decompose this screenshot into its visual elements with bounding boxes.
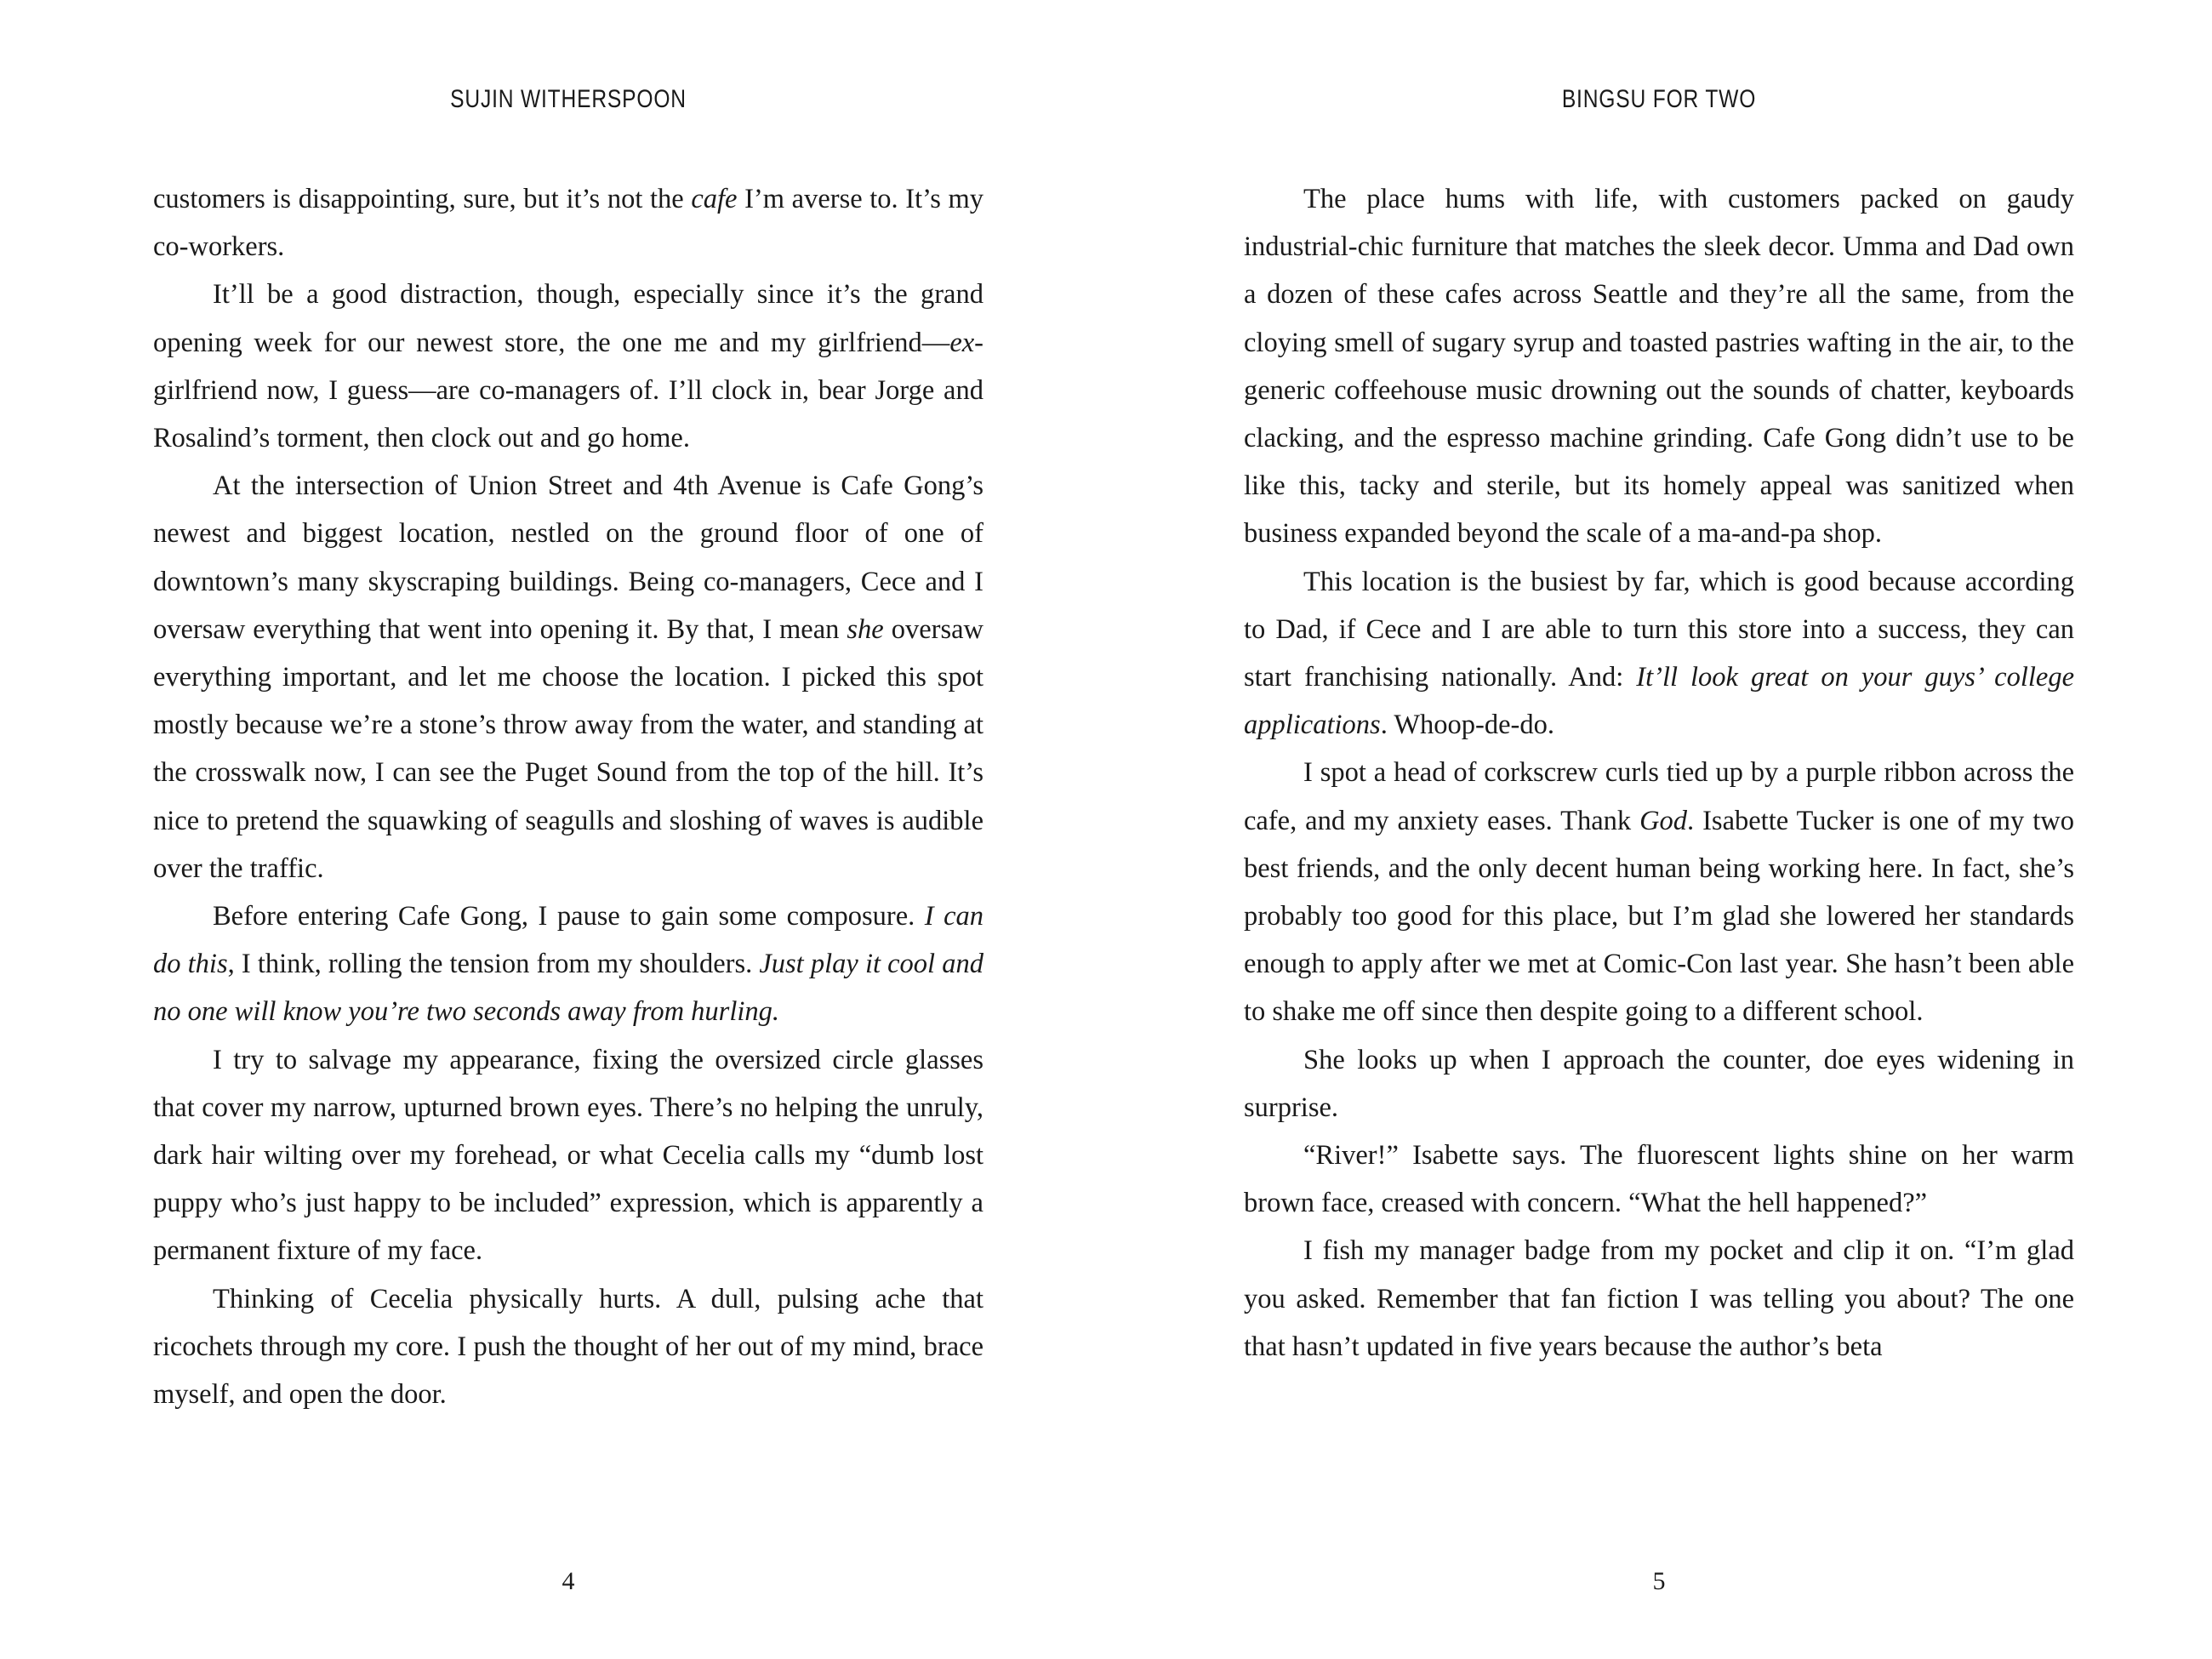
text-run: “River!” Isabette says. The fluorescent lights shine on her warm brown face, creased with concern. “What the hell happened?” xyxy=(1244,1140,2074,1219)
text-run: . Whoop-de-do. xyxy=(1380,710,1554,741)
italic-text: It’ll look great on your guys’ college applications xyxy=(1244,662,2074,741)
paragraph xyxy=(153,175,983,271)
text-run: She looks up when I approach the counter, doe eyes widening in surprise. xyxy=(1244,1044,2074,1123)
paragraph xyxy=(1244,1227,2074,1371)
text-run: oversaw everything important, and let me choose the location. I picked this spot mostly because we’re a stone’s throw away from the water, and standing at the crosswalk now, I can see the Puget Sound from the top of the hill. It’s nice to pretend the squawking of seagulls and sloshing of waves is audible over the traffic. xyxy=(153,613,983,884)
paragraph xyxy=(1244,1036,2074,1132)
paragraph xyxy=(1244,558,2074,750)
text-run: The place hums with life, with customers packed on gaudy industrial-chic furniture that matches the sleek decor. Umma and Dad own a dozen of these cafes across Seattle and they’re all the same, from the cloying smell of sugary syrup and toasted pastries wafting in the air, to the generic coffeehouse music drowning out the sounds of chatter, keyboards clacking, and the espresso machine grinding. Cafe Gong didn’t use to be like this, tacky and sterile, but its homely appeal was sanitized when business expanded beyond the scale of a ma-and-pa shop. xyxy=(1244,184,2074,550)
text-run: At the intersection of Union Street and 4th Avenue is Cafe Gong’s newest and biggest location, nestled on the ground floor of one of downtown’s many skyscraping buildings. Being co-managers, Cece and I oversaw everything that went into opening it. By that, I mean xyxy=(153,470,983,645)
italic-text: God xyxy=(1639,805,1688,836)
text-run: It’ll be a good distraction, though, especially since it’s the grand opening week for our newest store, the one me and my girlfriend— xyxy=(153,279,983,358)
text-run: Before entering Cafe Gong, I pause to gain some composure. xyxy=(213,901,925,932)
text-run: This location is the busiest by far, which is good because according to Dad, if Cece and I are able to turn this store into a success, they can start franchising nationally. And: xyxy=(1244,566,2074,693)
paragraph xyxy=(1244,175,2074,558)
page-number: 4 xyxy=(562,1567,575,1595)
italic-text: cafe xyxy=(691,184,738,214)
text-run: I’m averse to. It’s my co-workers. xyxy=(153,184,983,263)
right-page xyxy=(1244,0,2074,1659)
body-text xyxy=(1244,175,2074,1371)
paragraph xyxy=(153,892,983,1036)
text-run: . Isabette Tucker is one of my two best friends, and the only decent human being working here. In fact, she’s probably too good for this place, but I’m glad she lowered her standards enough to apply after we met at Comic-Con last year. She hasn’t been able to shake me off since then despite going to a different school. xyxy=(1244,805,2074,1028)
italic-text: I can do this xyxy=(153,901,984,980)
body-text xyxy=(153,175,983,1418)
paragraph xyxy=(153,1036,983,1275)
italic-text: ex xyxy=(949,327,975,358)
running-head-author: SUJIN WITHERSPOON xyxy=(450,85,687,113)
italic-text: Just play it cool and no one will know you’re two seconds away from hurling. xyxy=(153,949,983,1028)
text-run: I fish my manager badge from my pocket and clip it on. “I’m glad you asked. Remember that fan fiction I was telling you about? The one that hasn’t updated in five years because the author’s beta xyxy=(1244,1235,2074,1362)
paragraph xyxy=(153,462,983,892)
text-run: customers is disappointing, sure, but it’s not the xyxy=(153,184,692,214)
text-run: Thinking of Cecelia physically hurts. A dull, pulsing ache that ricochets through my core. I push the thought of her out of my mind, brace myself, and open the door. xyxy=(153,1283,983,1411)
running-head-title: BINGSU FOR TWO xyxy=(1561,85,1757,113)
paragraph xyxy=(153,271,983,462)
page-number: 5 xyxy=(1652,1567,1666,1595)
left-page xyxy=(153,0,983,1659)
paragraph xyxy=(1244,749,2074,1035)
text-run: I spot a head of corkscrew curls tied up by a purple ribbon across the cafe, and my anxiety eases. Thank xyxy=(1244,757,2074,836)
text-run: I try to salvage my appearance, fixing the oversized circle glasses that cover my narrow, upturned brown eyes. There’s no helping the unruly, dark hair wilting over my forehead, or what Cecelia calls my “dumb lost puppy who’s just happy to be included” expression, which is apparently a permanent fixture of my face. xyxy=(153,1044,983,1267)
text-run: , I think, rolling the tension from my shoulders. xyxy=(227,949,760,980)
italic-text: she xyxy=(847,613,884,645)
paragraph xyxy=(153,1275,983,1419)
text-run: -girlfriend now, I guess—are co-managers of. I’ll clock in, bear Jorge and Rosalind’s torment, then clock out and go home. xyxy=(153,327,983,454)
paragraph xyxy=(1244,1132,2074,1227)
